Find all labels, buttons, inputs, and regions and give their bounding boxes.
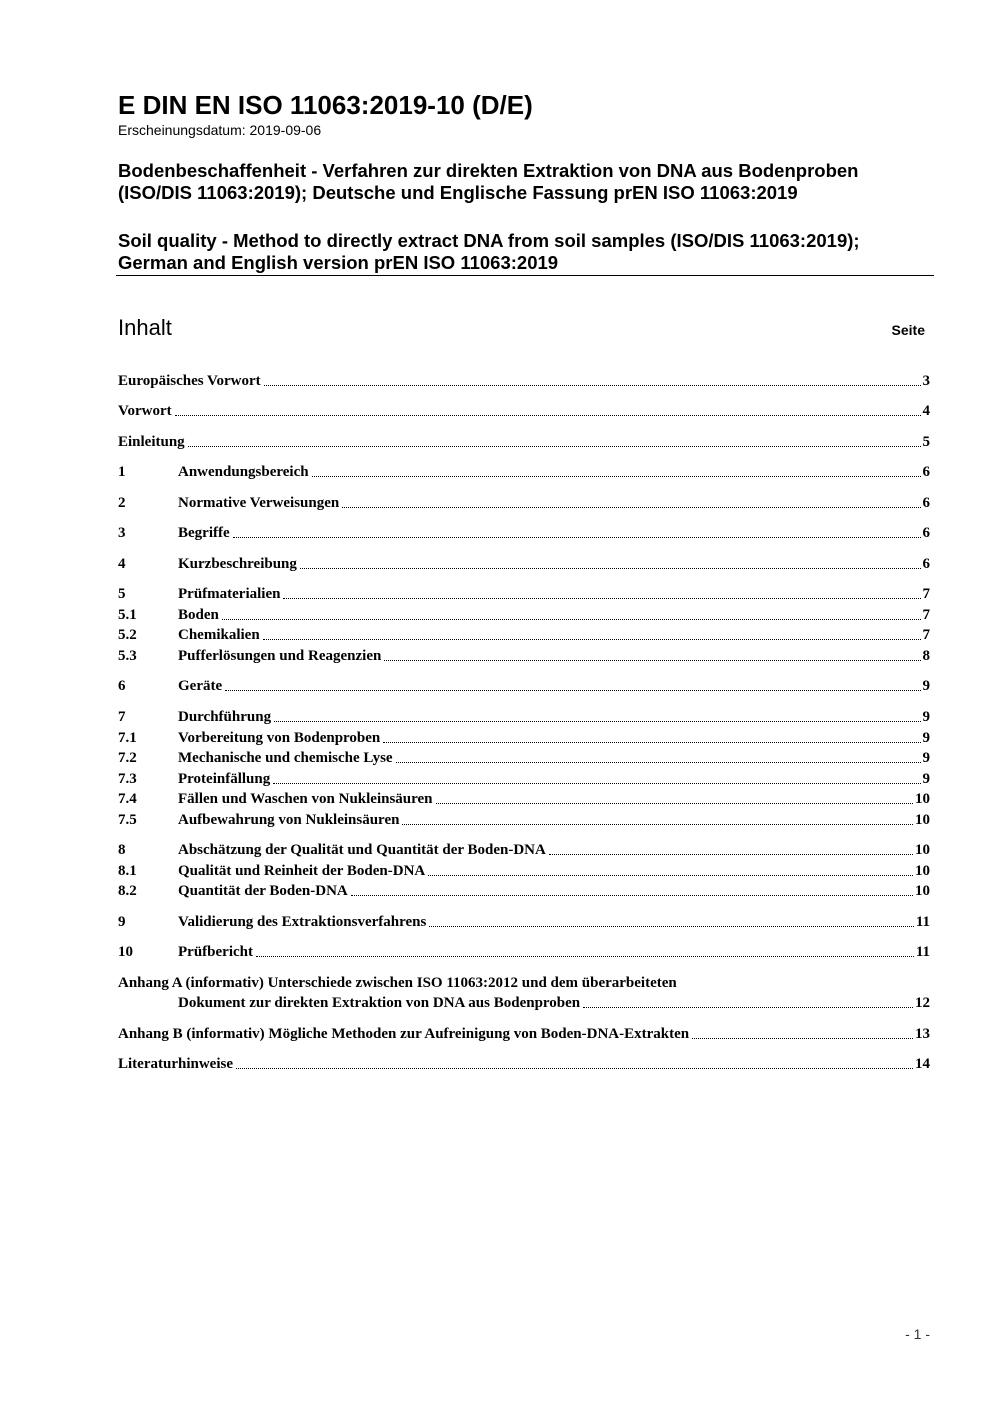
toc-entry-page: 10	[915, 863, 930, 879]
publication-date: Erscheinungsdatum: 2019-09-06	[118, 122, 322, 138]
toc-entry-label: Anwendungsbereich	[178, 464, 309, 480]
toc-entry-label: Prüfmaterialien	[178, 586, 281, 602]
toc-entry-page: 14	[915, 1056, 930, 1072]
toc-entry-number: 3	[118, 525, 126, 541]
toc-entry-number: 7.1	[118, 730, 137, 746]
toc-leader	[263, 639, 921, 640]
toc-entry-number: 7.2	[118, 750, 137, 766]
toc-entry[interactable]	[118, 840, 930, 860]
toc-entry-number: 7.3	[118, 771, 137, 787]
toc-entry-page: 9	[922, 730, 930, 746]
toc-leader	[222, 619, 921, 620]
toc-entry-number: 8.1	[118, 863, 137, 879]
toc-entry-label: Proteinfällung	[178, 771, 271, 787]
toc-leader	[549, 854, 913, 855]
toc-leader	[429, 926, 913, 927]
toc-entry-number: 7.4	[118, 791, 137, 807]
toc-entry-label: Abschätzung der Qualität und Quantität der Boden-DNA	[178, 842, 546, 858]
toc-entry-page: 6	[922, 556, 930, 572]
toc-bibliography[interactable]	[118, 1054, 930, 1074]
toc-annex-a-line-1[interactable]: Anhang A (informativ) Unterschiede zwischen ISO 11063:2012 und dem überarbeiteten	[118, 975, 677, 991]
toc-entry-label: Begriffe	[178, 525, 230, 541]
toc-entry[interactable]	[118, 881, 930, 901]
toc-entry-label: Quantität der Boden-DNA	[178, 883, 348, 899]
toc-leader	[428, 875, 913, 876]
title-german	[118, 160, 938, 204]
toc-entry-label: Kurzbeschreibung	[178, 556, 297, 572]
toc-entry-label: Prüfbericht	[178, 944, 253, 960]
toc-entry-label: Vorwort	[118, 403, 172, 419]
toc-entry-page: 6	[922, 525, 930, 541]
toc-entry-page: 9	[922, 709, 930, 725]
toc-entry[interactable]	[118, 676, 930, 696]
toc-annex-a-line-2[interactable]	[178, 993, 930, 1013]
toc-entry[interactable]	[118, 625, 930, 645]
toc-entry-label: Einleitung	[118, 434, 185, 450]
toc-entry-label: Europäisches Vorwort	[118, 373, 261, 389]
toc-entry[interactable]	[118, 789, 930, 809]
toc-entry-label: Dokument zur direkten Extraktion von DNA aus Bodenproben	[178, 995, 581, 1011]
toc-leader	[274, 721, 920, 722]
toc-entry-page: 8	[922, 648, 930, 664]
toc-entry[interactable]	[118, 605, 930, 625]
toc-leader	[273, 783, 920, 784]
toc-entry-page: 10	[915, 791, 930, 807]
toc-leader	[175, 415, 921, 416]
toc-leader	[300, 568, 921, 569]
toc-leader	[396, 762, 921, 763]
toc-entry[interactable]	[118, 401, 930, 421]
toc-annex-b[interactable]	[118, 1024, 930, 1044]
toc-leader	[384, 660, 920, 661]
toc-entry[interactable]	[118, 371, 930, 391]
toc-leader	[233, 537, 921, 538]
toc-entry-page: 6	[922, 495, 930, 511]
toc-entry-label: Durchführung	[178, 709, 272, 725]
toc-page-column-label: Seite	[891, 322, 925, 338]
toc-entry-label: Validierung des Extraktionsverfahrens	[178, 914, 427, 930]
toc-leader	[351, 895, 913, 896]
title-german-line-1: Bodenbeschaffenheit - Verfahren zur direkten Extraktion von DNA aus Bodenproben	[118, 160, 859, 181]
toc-entry-label: Pufferlösungen und Reagenzien	[178, 648, 382, 664]
toc-entry-label: Fällen und Waschen von Nukleinsäuren	[178, 791, 433, 807]
toc-heading: Inhalt	[118, 315, 172, 340]
toc-entry-label: Vorbereitung von Bodenproben	[178, 730, 381, 746]
toc-entry[interactable]	[118, 493, 930, 513]
title-german-line-2: (ISO/DIS 11063:2019); Deutsche und Englische Fassung prEN ISO 11063:2019	[118, 182, 798, 203]
toc-entry-number: 6	[118, 678, 126, 694]
toc-leader	[692, 1038, 913, 1039]
toc-entry[interactable]	[118, 912, 930, 932]
toc-entry-page: 11	[915, 944, 930, 960]
toc-entry-page: 10	[915, 812, 930, 828]
toc-entry[interactable]	[118, 646, 930, 666]
toc-entry-page: 9	[922, 678, 930, 694]
toc-leader	[312, 476, 921, 477]
toc-leader	[402, 824, 913, 825]
toc-entry-page: 7	[922, 607, 930, 623]
toc-leader	[236, 1068, 913, 1069]
toc-entry[interactable]	[118, 748, 930, 768]
toc-entry-number: 8	[118, 842, 126, 858]
toc-entry[interactable]	[118, 728, 930, 748]
toc-entry-page: 10	[915, 842, 930, 858]
toc-entry-page: 9	[922, 750, 930, 766]
toc-entry[interactable]	[118, 942, 930, 962]
toc-entry-number: 2	[118, 495, 126, 511]
toc-entry-number: 5.3	[118, 648, 137, 664]
toc-leader	[264, 385, 921, 386]
toc-entry-number: 7	[118, 709, 126, 725]
toc-leader	[283, 598, 920, 599]
toc-entry[interactable]	[118, 462, 930, 482]
toc-entry[interactable]	[118, 584, 930, 604]
toc-leader	[583, 1007, 913, 1008]
toc-entry[interactable]	[118, 554, 930, 574]
toc-entry-page: 4	[922, 403, 930, 419]
title-english	[118, 230, 938, 274]
toc-entry-page: 10	[915, 883, 930, 899]
toc-leader	[256, 956, 914, 957]
toc-entry-label: Normative Verweisungen	[178, 495, 340, 511]
toc-entry-page: 12	[915, 995, 930, 1011]
toc-leader	[188, 446, 921, 447]
toc-entry-label: Boden	[178, 607, 219, 623]
toc-entry[interactable]	[118, 432, 930, 452]
toc-entry[interactable]	[118, 810, 930, 830]
toc-leader	[342, 507, 920, 508]
toc-entry-page: 5	[922, 434, 930, 450]
toc-entry-number: 10	[118, 944, 133, 960]
toc-entry-label: Chemikalien	[178, 627, 260, 643]
toc-entry-label: Aufbewahrung von Nukleinsäuren	[178, 812, 400, 828]
toc-entry-page: 9	[922, 771, 930, 787]
toc-entry-page: 11	[915, 914, 930, 930]
page-number: - 1 -	[905, 1326, 930, 1342]
toc-entry-number: 9	[118, 914, 126, 930]
toc-entry-number: 7.5	[118, 812, 137, 828]
title-english-line-2: German and English version prEN ISO 11063:2019	[118, 252, 559, 273]
toc-entry-page: 7	[922, 586, 930, 602]
title-english-line-1: Soil quality - Method to directly extract DNA from soil samples (ISO/DIS 11063:2019);	[118, 230, 860, 251]
toc-entry-page: 7	[922, 627, 930, 643]
toc-entry[interactable]	[118, 861, 930, 881]
toc-entry-label: Anhang B (informativ) Mögliche Methoden zur Aufreinigung von Boden-DNA-Extrakten	[118, 1026, 690, 1042]
toc-entry[interactable]	[118, 523, 930, 543]
toc-leader	[225, 690, 920, 691]
toc-entry-number: 8.2	[118, 883, 137, 899]
toc-entry-number: 4	[118, 556, 126, 572]
toc-entry[interactable]	[118, 707, 930, 727]
header-rule	[116, 275, 934, 276]
toc-entry-page: 3	[922, 373, 930, 389]
toc-entry-page: 13	[915, 1026, 930, 1042]
toc-leader	[383, 742, 920, 743]
toc-entry-number: 5.2	[118, 627, 137, 643]
toc-entry-label: Mechanische und chemische Lyse	[178, 750, 393, 766]
toc-entry-page: 6	[922, 464, 930, 480]
toc-entry-number: 5.1	[118, 607, 137, 623]
toc-leader	[436, 803, 913, 804]
toc-entry-number: 5	[118, 586, 126, 602]
toc-entry[interactable]	[118, 769, 930, 789]
toc-entry-label: Geräte	[178, 678, 223, 694]
toc-entry-number: 1	[118, 464, 126, 480]
toc-entry-label: Qualität und Reinheit der Boden-DNA	[178, 863, 426, 879]
document-id: E DIN EN ISO 11063:2019-10 (D/E)	[118, 90, 533, 120]
toc-entry-label: Literaturhinweise	[118, 1056, 233, 1072]
